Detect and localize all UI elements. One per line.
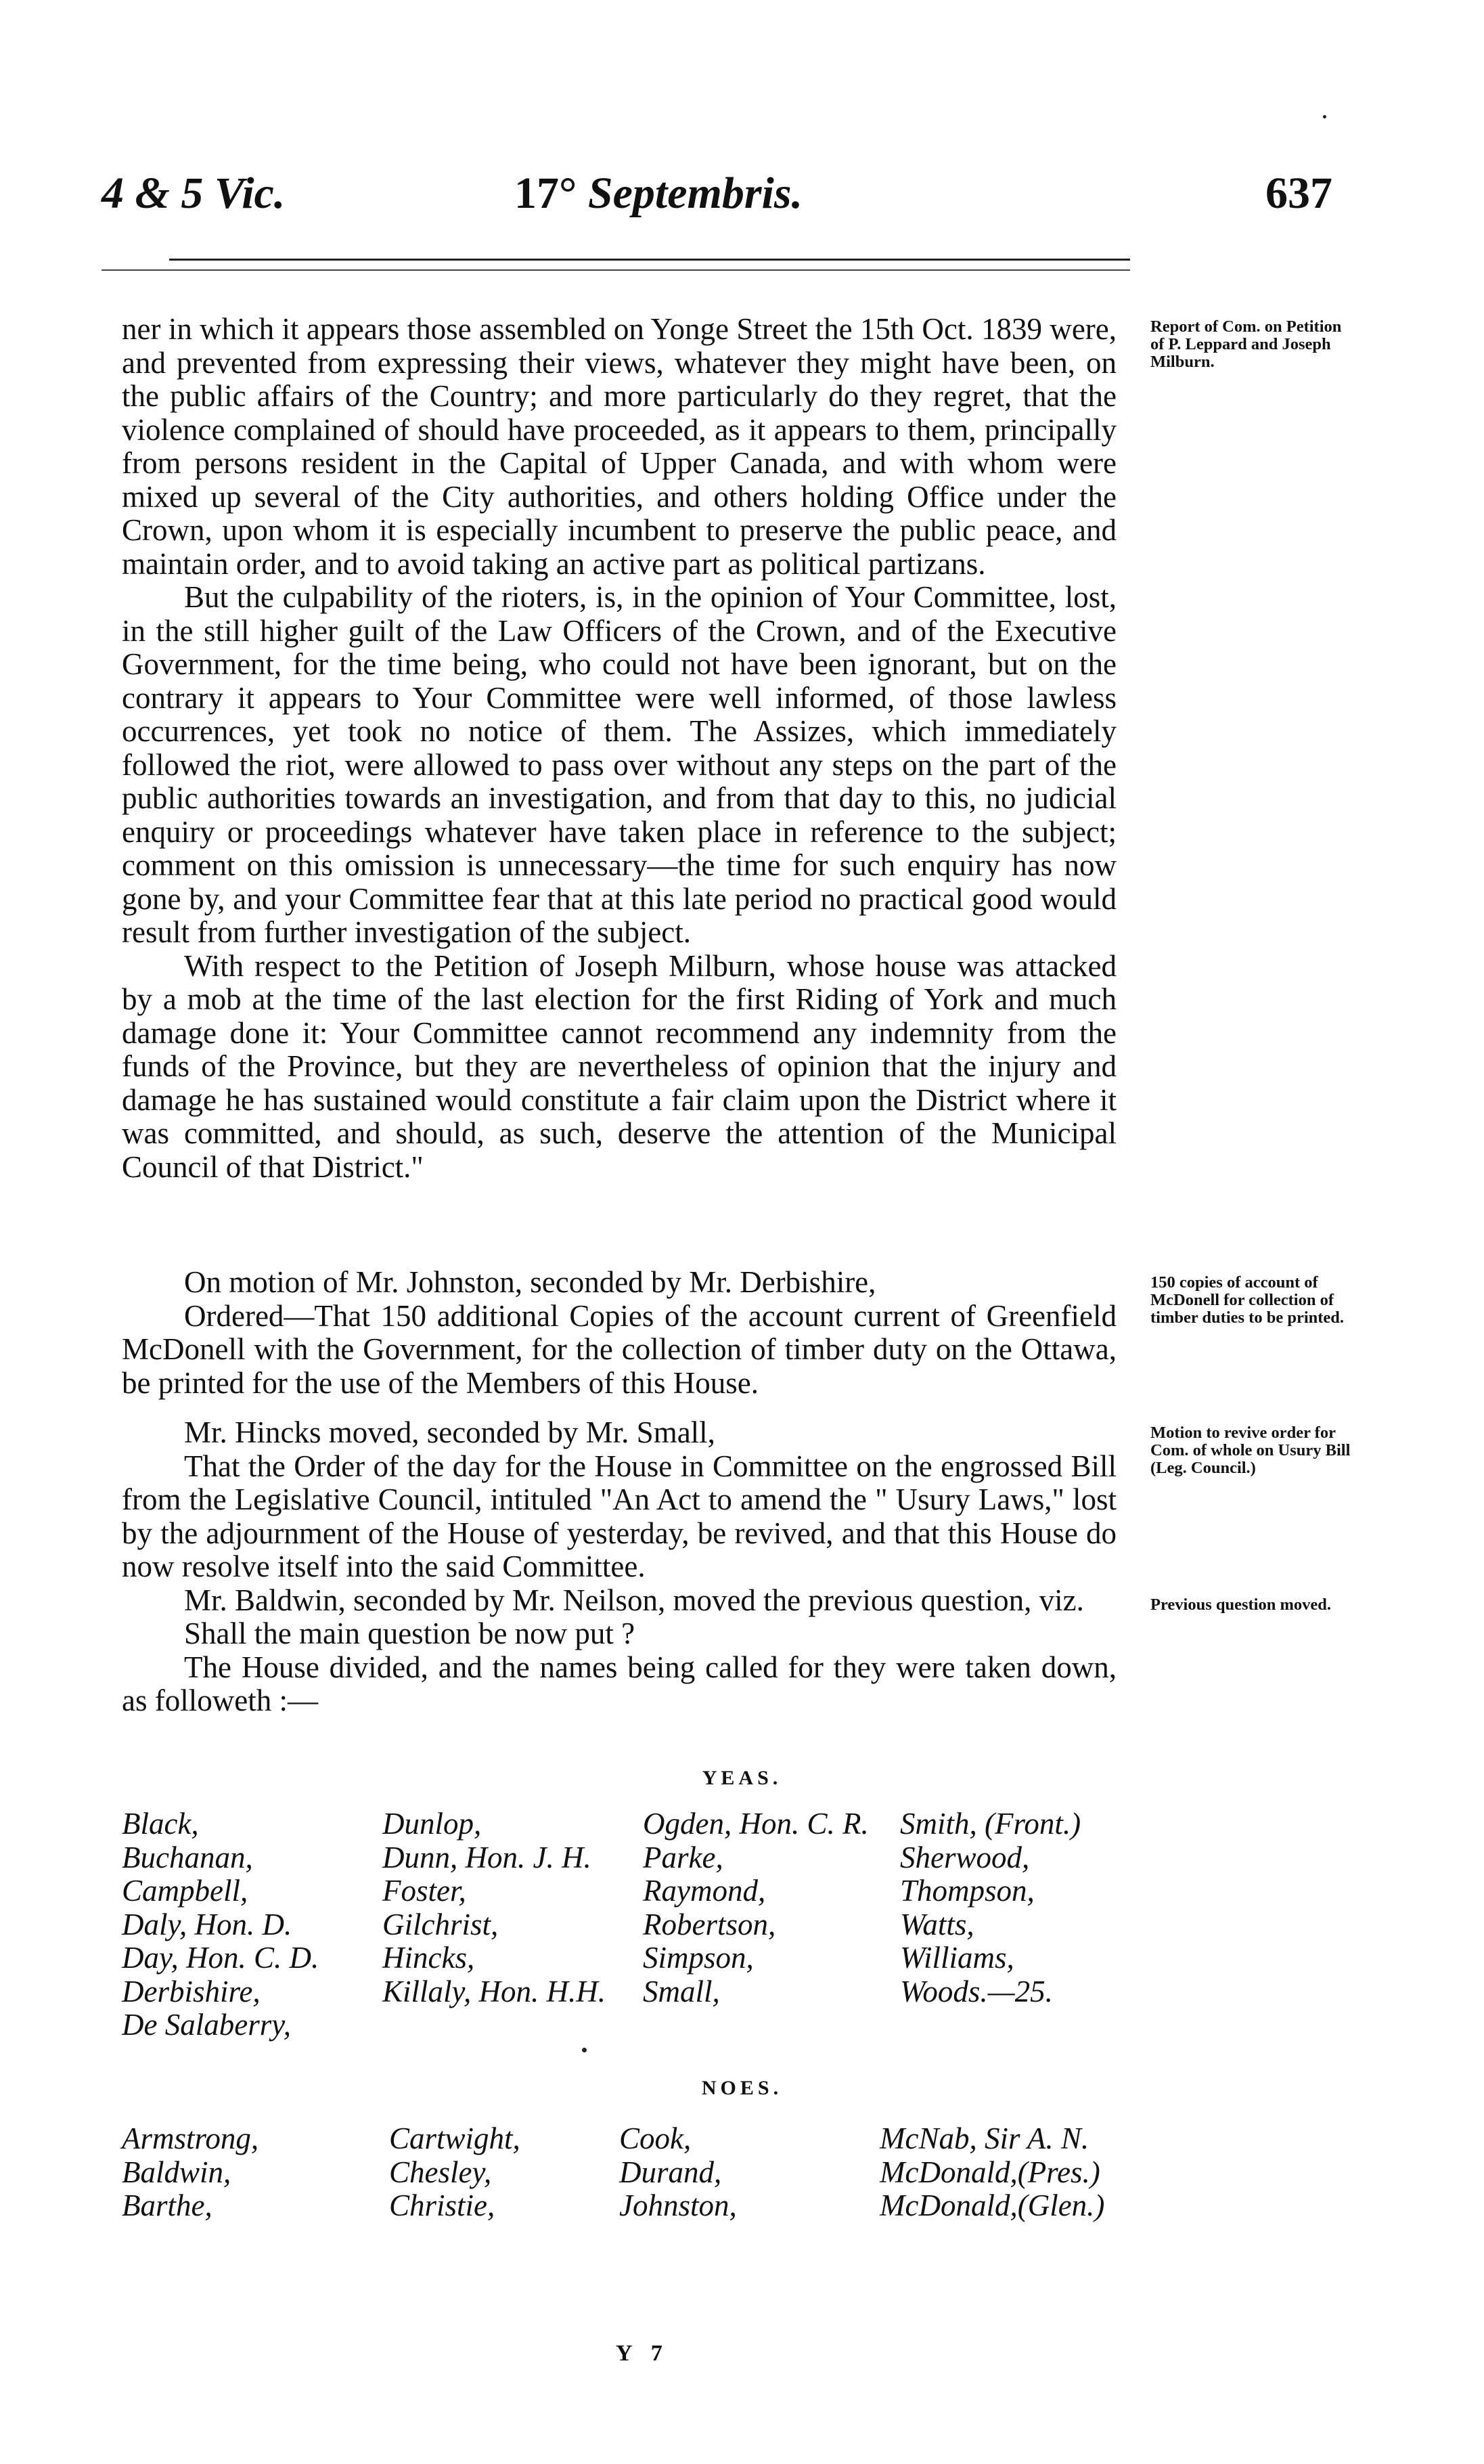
paragraph-main-question: Shall the main question be now put ? <box>184 1616 635 1650</box>
noe-name: Christie, <box>389 2188 495 2222</box>
paragraph-motion-hincks: Mr. Hincks moved, seconded by Mr. Small, <box>184 1415 715 1449</box>
motion-usury-block <box>122 1416 1117 1718</box>
yea-name: Ogden, Hon. C. R. <box>643 1807 869 1841</box>
header-month: Septembris. <box>587 169 803 218</box>
paragraph-previous-question: Mr. Baldwin, seconded by Mr. Neilson, moved the previous question, viz. <box>184 1583 1084 1617</box>
header-rule-secondary <box>102 269 1130 271</box>
noe-name: Johnston, <box>619 2188 737 2222</box>
yea-name: Daly, Hon. D. <box>122 1907 292 1941</box>
yea-name: Robertson, <box>643 1907 776 1941</box>
paragraph-milburn-petition: With respect to the Petition of Joseph Milburn, whose house was attacked by a mob at the time of the last election for the first Riding of York and much damage done it: Your Committee cannot recommend any indemnity from the funds of the Province, but they are nevertheless of opinion that the injury and damage he has sustained would constitute a fair claim upon the District where it was committed, and should, as such, deserve the attention of the Municipal Council of that District." <box>122 948 1117 1184</box>
yea-name: Campbell, <box>122 1874 248 1908</box>
yea-name: Woods.—25. <box>900 1974 1053 2008</box>
noe-name: McDonald,(Pres.) <box>880 2155 1100 2189</box>
yea-name: Foster, <box>382 1874 466 1908</box>
yeas-list <box>122 1807 1137 2051</box>
paragraph-report-continued: ner in which it appears those assembled on Yonge Street the 15th Oct. 1839 were, and prevented from expressing their views, whatever they might have been, on the public affairs of the Country; and more particularly do they regret, that the violence complained of should have proceeded, as it appears to them, principally from persons resident in the Capital of Upper Canada, and with whom were mixed up several of the City authorities, and others holding Office under the Crown, upon whom it is especially incumbent to preserve the public peace, and maintain order, and to avoid taking an active part as political partizans. <box>122 312 1117 581</box>
noes-list <box>122 2122 1137 2230</box>
noe-name: Chesley, <box>389 2155 492 2189</box>
yea-name: Buchanan, <box>122 1840 253 1874</box>
noe-name: Cartwight, <box>389 2121 520 2155</box>
margin-note-copies: 150 copies of account of McDonell for collection of timber duties to be printed. <box>1150 1273 1345 1327</box>
noe-name: Armstrong, <box>122 2121 259 2155</box>
yea-name: Smith, (Front.) <box>900 1807 1081 1841</box>
header-date <box>514 168 803 219</box>
yea-name: Killaly, Hon. H.H. <box>382 1974 606 2008</box>
header-rule <box>169 259 1130 261</box>
header-day: 17° <box>514 169 588 218</box>
paragraph-ordered-copies: Ordered—That 150 additional Copies of the account current of Greenfield McDonell with the Government, for the collection of timber duty on the Ottawa, be printed for the use of the Members of this House. <box>122 1298 1117 1400</box>
yea-name: Derbishire, <box>122 1974 261 2008</box>
stray-mark <box>1323 115 1326 118</box>
noe-name: Durand, <box>619 2155 722 2189</box>
yea-name: Gilchrist, <box>382 1907 499 1941</box>
signature-mark: Y 7 <box>616 2341 669 2366</box>
yea-name: Dunlop, <box>382 1807 482 1841</box>
motion-copies-block <box>122 1266 1117 1400</box>
page-number: 637 <box>1265 169 1332 218</box>
noe-name: Cook, <box>619 2121 692 2155</box>
yeas-heading: YEAS. <box>702 1767 782 1789</box>
margin-note-previous-question: Previous question moved. <box>1150 1596 1332 1614</box>
noe-name: Baldwin, <box>122 2155 231 2189</box>
yea-name: Hincks, <box>382 1941 475 1975</box>
noes-heading: NOES. <box>701 2077 783 2099</box>
report-text-block <box>122 313 1117 1184</box>
yea-name: Parke, <box>643 1840 723 1874</box>
yea-name: De Salaberry, <box>122 2008 291 2042</box>
noe-name: McDonald,(Glen.) <box>880 2188 1105 2222</box>
paragraph-motion-johnston: On motion of Mr. Johnston, seconded by Mr. Derbishire, <box>184 1265 876 1299</box>
separator-dot <box>582 2048 587 2052</box>
yea-name: Simpson, <box>643 1941 754 1975</box>
yea-name: Sherwood, <box>900 1840 1030 1874</box>
paragraph-division: The House divided, and the names being called for they were taken down, as followeth :— <box>122 1650 1117 1717</box>
noe-name: McNab, Sir A. N. <box>880 2121 1089 2155</box>
yea-name: Williams, <box>900 1941 1014 1975</box>
yea-name: Dunn, Hon. J. H. <box>382 1840 591 1874</box>
yea-name: Small, <box>643 1974 720 2008</box>
paragraph-order-revive: That the Order of the day for the House in Committee on the engrossed Bill from the Legislative Council, intituled "An Act to amend the " Usury Laws," lost by the adjournment of the House of yesterday, be revived, and that this House do now resolve itself into the said Committee. <box>122 1449 1117 1583</box>
margin-note-usury: Motion to revive order for Com. of whole on Usury Bill (Leg. Council.) <box>1150 1424 1351 1477</box>
yea-name: Watts, <box>900 1907 974 1941</box>
yea-name: Day, Hon. C. D. <box>122 1941 319 1975</box>
yea-name: Black, <box>122 1807 199 1841</box>
running-header <box>0 168 1484 229</box>
paragraph-culpability: But the culpability of the rioters, is, in the opinion of Your Committee, lost, in the still higher guilt of the Law Officers of the Crown, and of the Executive Government, for the time being, who could not have been ignorant, but on the contrary it appears to Your Committee were well informed, of those lawless occurrences, yet took no notice of them. The Assizes, which immediately followed the riot, were allowed to pass over without any steps on the part of the public authorities towards an investigation, and from that day to this, no judicial enquiry or proceedings whatever have taken place in reference to the subject; comment on this omission is unnecessary—the time for such enquiry has now gone by, and your Committee fear that at this late period no practical good would result from further investigation of the subject. <box>122 580 1117 949</box>
yea-name: Thompson, <box>900 1874 1035 1908</box>
noe-name: Barthe, <box>122 2188 212 2222</box>
margin-note-report: Report of Com. on Petition of P. Leppard and Joseph Milburn. <box>1150 317 1342 371</box>
yea-name: Raymond, <box>643 1874 766 1908</box>
header-regnal-year: 4 & 5 Vic. <box>102 169 286 218</box>
